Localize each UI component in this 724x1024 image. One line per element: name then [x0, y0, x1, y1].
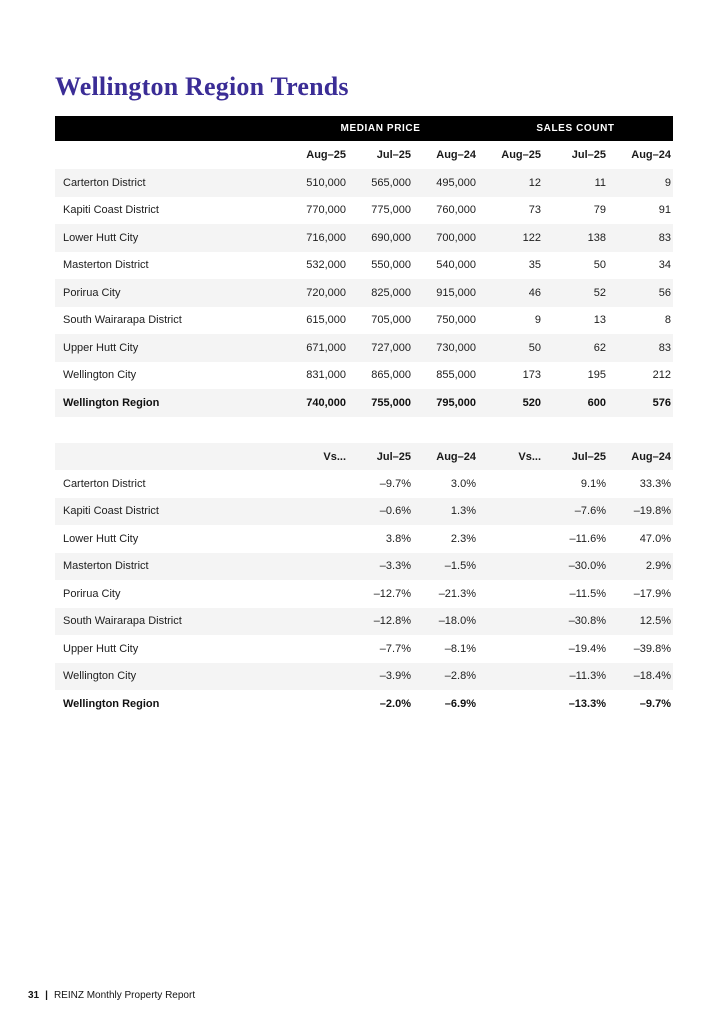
table-cell: –12.7% — [373, 587, 411, 600]
row-label: South Wairarapa District — [63, 615, 182, 628]
table-cell: 671,000 — [306, 341, 346, 354]
table-row — [55, 663, 673, 691]
table-row — [55, 498, 673, 526]
column-header-row — [55, 141, 673, 169]
table-cell: 1.3% — [450, 505, 476, 518]
column-header: Aug–24 — [436, 149, 477, 161]
column-header: Aug–24 — [436, 450, 476, 463]
table-cell: –11.3% — [569, 670, 606, 683]
table-row — [55, 580, 673, 608]
table-cell: 50 — [593, 259, 607, 272]
table-cell: –3.9% — [379, 670, 411, 683]
table-cell: 138 — [587, 231, 607, 244]
table-cell: 212 — [652, 369, 672, 382]
table-cell: –8.1% — [444, 642, 476, 655]
column-header: Aug–25 — [501, 149, 542, 161]
table-cell: 3.0% — [450, 477, 476, 490]
table-cell: 730,000 — [436, 341, 477, 354]
table-cell: –2.0% — [379, 697, 411, 710]
table-row — [55, 197, 673, 225]
table-cell: 795,000 — [436, 396, 477, 409]
table-row — [55, 608, 673, 636]
table-cell — [478, 580, 543, 608]
column-header: Aug–24 — [631, 450, 671, 463]
row-label: Kapiti Coast District — [63, 204, 159, 217]
table-row — [55, 690, 673, 718]
table-cell: 727,000 — [371, 341, 411, 354]
table-cell: –1.5% — [444, 560, 476, 573]
page-title: Wellington Region Trends — [55, 72, 349, 101]
table-cell: –30.8% — [568, 615, 606, 628]
group-header-median-price: MEDIAN PRICE — [340, 123, 421, 134]
row-label: Kapiti Coast District — [63, 505, 159, 518]
table-cell: –3.3% — [379, 560, 411, 573]
table-cell: –12.8% — [373, 615, 411, 628]
table-cell: 550,000 — [371, 259, 411, 272]
table-row — [55, 389, 673, 417]
table-row — [55, 224, 673, 252]
row-label: Carterton District — [63, 477, 146, 490]
table-cell: 2.3% — [450, 532, 476, 545]
row-label: Upper Hutt City — [63, 642, 139, 655]
table-cell: –0.6% — [379, 505, 411, 518]
table-cell: 79 — [593, 204, 607, 217]
table-cell — [478, 608, 543, 636]
table-cell: –39.8% — [633, 642, 671, 655]
table-cell — [478, 690, 543, 718]
table-cell: 716,000 — [306, 231, 346, 244]
table-cell: 495,000 — [436, 176, 477, 189]
table-cell: 720,000 — [306, 286, 346, 299]
table-row — [55, 553, 673, 581]
table-cell: 91 — [658, 204, 672, 217]
table-cell — [283, 663, 348, 691]
table-cell: 173 — [522, 369, 542, 382]
table-cell: 50 — [528, 341, 542, 354]
table-cell: 825,000 — [371, 286, 411, 299]
row-label: Porirua City — [63, 587, 121, 600]
row-label: Wellington Region — [63, 697, 160, 710]
table-cell: 34 — [658, 259, 672, 272]
table-cell: 12 — [528, 176, 542, 189]
corner-cell — [55, 443, 283, 470]
table-cell: –9.7% — [639, 697, 671, 710]
table-cell — [283, 498, 348, 526]
table-cell: 775,000 — [371, 204, 411, 217]
table-cell: 565,000 — [371, 176, 411, 189]
table-cell: 9 — [664, 176, 672, 189]
table-cell — [283, 470, 348, 498]
table-cell: 3.8% — [385, 532, 411, 545]
table-cell: 52 — [593, 286, 607, 299]
median-price-sales-count-table — [55, 116, 673, 417]
table-cell: 520 — [522, 396, 542, 409]
row-label: Wellington City — [63, 369, 137, 382]
table-cell: –6.9% — [444, 697, 476, 710]
table-cell: 865,000 — [371, 369, 411, 382]
table-cell: –7.7% — [379, 642, 411, 655]
table-cell: 33.3% — [639, 477, 671, 490]
table-cell — [283, 580, 348, 608]
table-cell: 760,000 — [436, 204, 477, 217]
table-cell: 122 — [522, 231, 542, 244]
table-row — [55, 470, 673, 498]
table-row — [55, 307, 673, 335]
column-header: Jul–25 — [571, 149, 607, 161]
table-group-header-row — [55, 116, 673, 141]
table-cell: –30.0% — [568, 560, 606, 573]
table-cell: 62 — [593, 341, 607, 354]
footer-report-name: REINZ Monthly Property Report — [53, 990, 196, 1001]
table-cell: 47.0% — [639, 532, 671, 545]
table-cell: 13 — [593, 314, 607, 327]
table-cell — [478, 470, 543, 498]
table-cell: 855,000 — [436, 369, 477, 382]
table-cell: 83 — [658, 341, 672, 354]
row-label: Upper Hutt City — [63, 341, 139, 354]
row-label: Carterton District — [63, 176, 146, 189]
table-cell — [283, 553, 348, 581]
table-cell: –18.4% — [633, 670, 671, 683]
table-cell: 9 — [534, 314, 542, 327]
column-header: Aug–24 — [631, 149, 672, 161]
table-cell: 540,000 — [436, 259, 477, 272]
group-header-sales-count: SALES COUNT — [536, 123, 615, 134]
column-header: Jul–25 — [571, 450, 606, 463]
row-label: Lower Hutt City — [63, 231, 139, 244]
row-label: Wellington City — [63, 670, 137, 683]
table-cell: 35 — [528, 259, 542, 272]
table-row — [55, 252, 673, 280]
footer-page-number: 31 — [28, 990, 40, 1001]
table-cell: 600 — [587, 396, 607, 409]
table-row — [55, 169, 673, 197]
table-cell: 195 — [587, 369, 607, 382]
percentage-change-table — [55, 443, 673, 718]
table-cell: –2.8% — [444, 670, 476, 683]
table-cell: 9.1% — [580, 477, 606, 490]
table-cell — [478, 635, 543, 663]
table-cell — [478, 498, 543, 526]
table-cell: 705,000 — [371, 314, 411, 327]
table-cell: 510,000 — [306, 176, 346, 189]
column-header: Vs... — [323, 450, 346, 463]
table-cell: 8 — [664, 314, 672, 327]
table-cell: –19.8% — [633, 505, 671, 518]
table-cell: –7.6% — [574, 505, 606, 518]
table-cell: –11.5% — [569, 587, 606, 600]
table-cell — [283, 690, 348, 718]
table-cell: 12.5% — [639, 615, 671, 628]
column-header-row — [55, 443, 673, 470]
row-label: South Wairarapa District — [63, 314, 182, 327]
table-cell: 46 — [528, 286, 542, 299]
table-cell: 831,000 — [306, 369, 346, 382]
table-cell: –11.6% — [569, 532, 606, 545]
row-label: Masterton District — [63, 259, 149, 272]
column-header: Jul–25 — [376, 450, 411, 463]
table-cell: 915,000 — [436, 286, 477, 299]
table-cell — [283, 635, 348, 663]
table-cell — [283, 608, 348, 636]
table-row — [55, 279, 673, 307]
table-cell: –18.0% — [438, 615, 476, 628]
table-cell: 690,000 — [371, 231, 411, 244]
table-cell: 755,000 — [371, 396, 411, 409]
table-row — [55, 635, 673, 663]
column-header: Aug–25 — [306, 149, 346, 161]
page-footer — [28, 990, 195, 1001]
row-label: Lower Hutt City — [63, 532, 139, 545]
table-cell: 11 — [594, 176, 607, 189]
column-header: Jul–25 — [376, 149, 411, 161]
column-header: Vs... — [518, 450, 541, 463]
table-cell: 770,000 — [306, 204, 346, 217]
row-label: Masterton District — [63, 560, 149, 573]
table-row — [55, 362, 673, 390]
table-cell: 615,000 — [306, 314, 346, 327]
table-cell: –19.4% — [568, 642, 606, 655]
table-row — [55, 525, 673, 553]
table-cell: 83 — [658, 231, 672, 244]
table-cell: 2.9% — [645, 560, 671, 573]
table-cell: 73 — [528, 204, 542, 217]
table-cell — [478, 663, 543, 691]
table-cell: –21.3% — [438, 587, 476, 600]
table-cell: –17.9% — [633, 587, 671, 600]
table-cell: –13.3% — [568, 697, 606, 710]
table-cell: 532,000 — [306, 259, 346, 272]
table-cell — [478, 553, 543, 581]
table-cell: 750,000 — [436, 314, 477, 327]
table-cell — [283, 525, 348, 553]
table-cell: –9.7% — [379, 477, 411, 490]
table-cell: 56 — [658, 286, 672, 299]
footer-divider: | — [45, 990, 48, 1001]
row-label: Porirua City — [63, 286, 121, 299]
table-cell: 740,000 — [306, 396, 346, 409]
table-row — [55, 334, 673, 362]
table-cell: 576 — [652, 396, 672, 409]
table-cell: 700,000 — [436, 231, 477, 244]
corner-cell — [55, 141, 283, 169]
corner-cell — [55, 116, 283, 141]
row-label: Wellington Region — [63, 396, 160, 409]
table-cell — [478, 525, 543, 553]
